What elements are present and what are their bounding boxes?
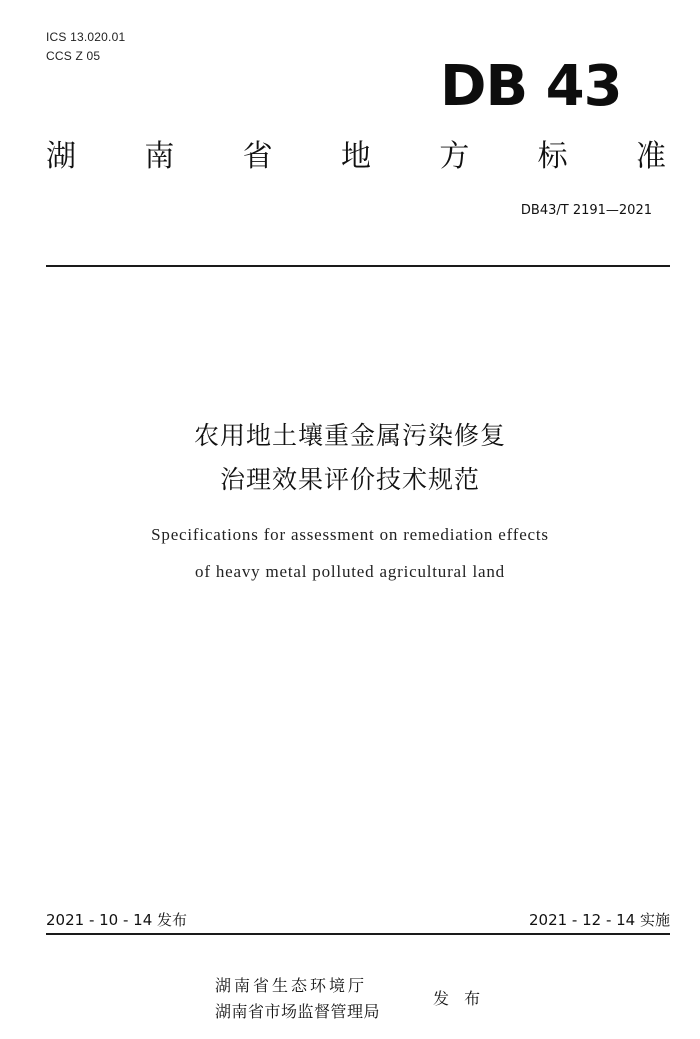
english-title-line-1: Specifications for assessment on remediation effects bbox=[151, 525, 549, 544]
chinese-title-line-2: 治理效果评价技术规范 bbox=[219, 465, 480, 494]
standard-number: DB43/T 2191—2021 bbox=[520, 203, 652, 218]
standard-type-char: 准 bbox=[635, 139, 666, 174]
top-divider bbox=[46, 265, 670, 267]
bottom-divider bbox=[46, 933, 670, 935]
standard-type-char: 标 bbox=[537, 139, 568, 174]
issuer-line-2: 湖南省市场监督管理局 bbox=[215, 1002, 381, 1021]
publish-label: 发 布 bbox=[433, 989, 486, 1008]
standard-type-char: 方 bbox=[439, 139, 470, 174]
standard-type-char: 地 bbox=[340, 139, 371, 174]
issuer-line-1: 湖南省生态环境厅 bbox=[215, 976, 368, 995]
ics-code: ICS 13.020.01 bbox=[46, 30, 126, 44]
implementation-date: 2021 - 12 - 14 实施 bbox=[528, 911, 670, 929]
db-logo: DB 43 bbox=[440, 54, 622, 119]
english-title-line-2: of heavy metal polluted agricultural land bbox=[195, 562, 505, 581]
standard-type-char: 湖 bbox=[46, 139, 76, 174]
issue-date: 2021 - 10 - 14 发布 bbox=[46, 911, 188, 929]
chinese-title-line-1: 农用地土壤重金属污染修复 bbox=[193, 421, 506, 450]
standard-type-title bbox=[46, 135, 666, 179]
standard-type-char: 省 bbox=[242, 139, 273, 174]
standard-type-char: 南 bbox=[144, 139, 175, 174]
ccs-code: CCS Z 05 bbox=[46, 49, 101, 63]
